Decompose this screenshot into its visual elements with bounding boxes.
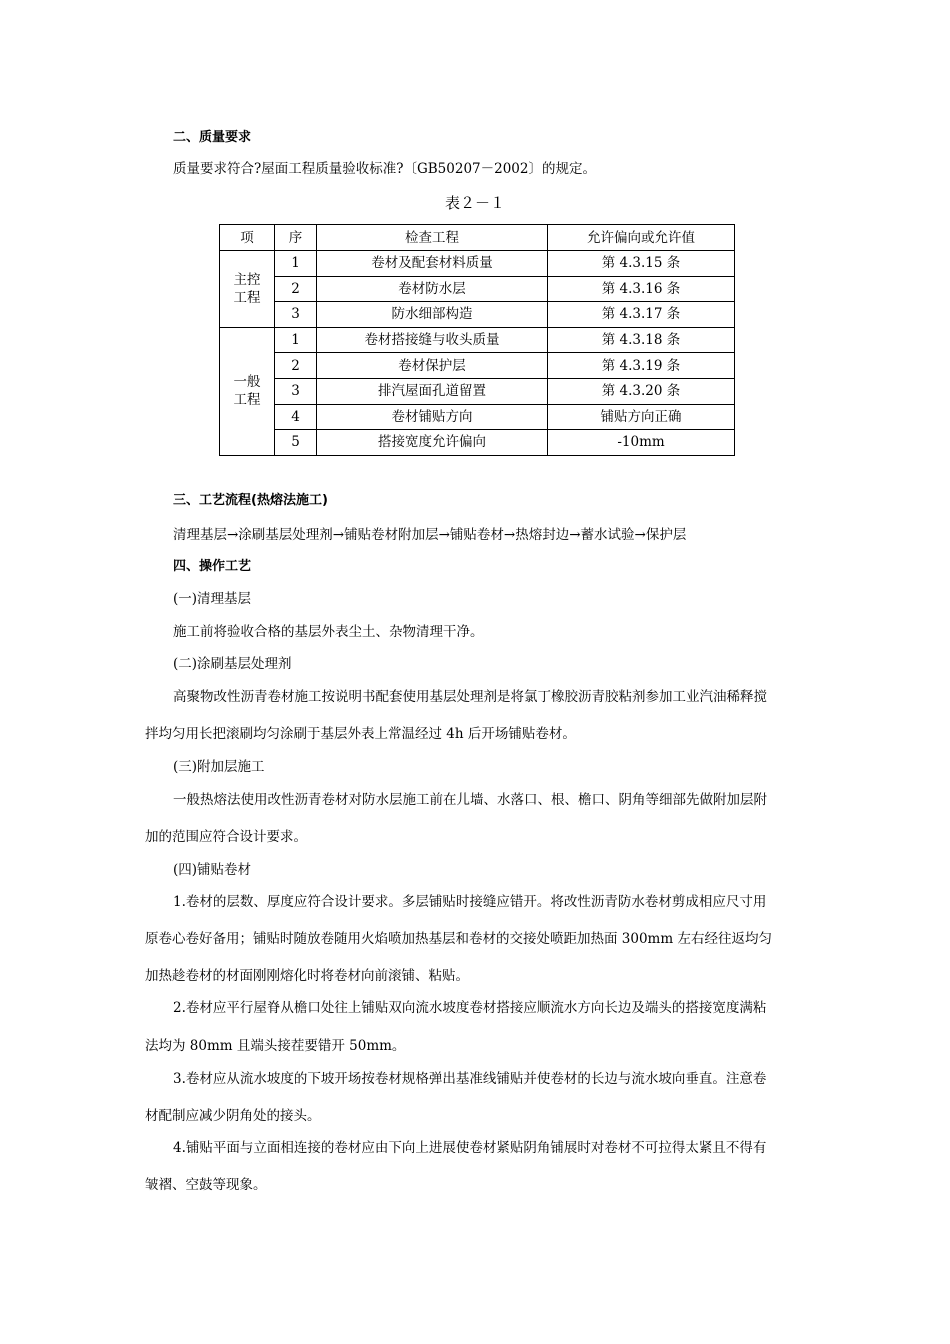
op-step4-line2: 皱褶、空鼓等现象。 — [145, 1177, 267, 1193]
row-item: 卷材及配套材料质量 — [317, 251, 548, 277]
group-label-line: 一般 — [233, 374, 261, 391]
section-heading-operations: 四、操作工艺 — [173, 559, 252, 574]
row-number: 2 — [275, 353, 317, 379]
inspection-table — [219, 224, 735, 456]
row-value: 第 4.3.20 条 — [548, 378, 735, 404]
row-value: 第 4.3.16 条 — [548, 276, 735, 302]
op-step3-line1: 3.卷材应从流水坡度的下坡开场按卷材规格弹出基准线铺贴并使卷材的长边与流水坡向垂直。注意卷 — [173, 1071, 767, 1087]
table-header-row — [220, 225, 735, 251]
op-step1-line3: 加热趁卷材的材面刚刚熔化时将卷材向前滚铺、粘贴。 — [145, 968, 469, 984]
row-value: 第 4.3.17 条 — [548, 302, 735, 328]
op-text-primer-line2: 拌均匀用长把滚刷均匀涂刷于基层外表上常温经过 4h 后开场铺贴卷材。 — [145, 726, 576, 742]
table-row — [220, 327, 735, 353]
group-label-line: 主控 — [233, 271, 261, 288]
section-heading-process: 三、工艺流程(热熔法施工) — [173, 493, 328, 508]
section-heading-quality: 二、质量要求 — [173, 130, 252, 145]
row-item: 排汽屋面孔道留置 — [317, 378, 548, 404]
table-caption: 表２－１ — [444, 194, 505, 212]
row-number: 1 — [275, 251, 317, 277]
row-value: 第 4.3.18 条 — [548, 327, 735, 353]
op-step1-line1: 1.卷材的层数、厚度应符合设计要求。多层铺贴时接缝应错开。将改性沥青防水卷材剪成相应尺寸用 — [173, 894, 767, 910]
row-number: 3 — [275, 378, 317, 404]
row-number: 3 — [275, 302, 317, 328]
table-row — [220, 353, 735, 379]
op-step3-line2: 材配制应减少阴角处的接头。 — [145, 1108, 321, 1124]
table-row — [220, 404, 735, 430]
quality-text: 质量要求符合?屋面工程质量验收标准?〔GB50207－2002〕的规定。 — [173, 161, 596, 177]
row-number: 1 — [275, 327, 317, 353]
row-value: 铺贴方向正确 — [548, 404, 735, 430]
op-text-additional-line1: 一般热熔法使用改性沥青卷材对防水层施工前在儿墙、水落口、根、檐口、阴角等细部先做附加层附 — [173, 792, 767, 808]
row-value: -10mm — [548, 430, 735, 456]
op-text-primer-line1: 高聚物改性沥青卷材施工按说明书配套使用基层处理剂是将氯丁橡胶沥青胶粘剂参加工业汽油稀释搅 — [173, 689, 767, 705]
process-flow: 清理基层→涂刷基层处理剂→铺贴卷材附加层→铺贴卷材→热熔封边→蓄水试验→保护层 — [173, 527, 687, 543]
row-item: 卷材保护层 — [317, 353, 548, 379]
table-row — [220, 251, 735, 277]
op-text-clean: 施工前将验收合格的基层外表尘土、杂物清理干净。 — [173, 624, 484, 640]
header-cell: 项 — [220, 225, 275, 251]
row-number: 4 — [275, 404, 317, 430]
row-value: 第 4.3.19 条 — [548, 353, 735, 379]
header-cell: 序 — [275, 225, 317, 251]
table-row — [220, 302, 735, 328]
row-item: 防水细部构造 — [317, 302, 548, 328]
table-row — [220, 378, 735, 404]
row-item: 卷材防水层 — [317, 276, 548, 302]
op-title-primer: (二)涂刷基层处理剂 — [173, 656, 292, 672]
op-title-additional: (三)附加层施工 — [173, 759, 265, 775]
header-cell: 检查工程 — [317, 225, 548, 251]
row-item: 卷材搭接缝与收头质量 — [317, 327, 548, 353]
group-label-line: 工程 — [233, 392, 261, 409]
row-number: 5 — [275, 430, 317, 456]
group-label-main — [220, 251, 275, 328]
header-cell: 允许偏向或允许值 — [548, 225, 735, 251]
table-row — [220, 276, 735, 302]
table-row — [220, 430, 735, 456]
group-label-line: 工程 — [233, 289, 261, 306]
op-step2-line2: 法均为 80mm 且端头接茬要错开 50mm。 — [145, 1038, 406, 1054]
op-text-additional-line2: 加的范围应符合设计要求。 — [145, 829, 307, 845]
op-title-laying: (四)铺贴卷材 — [173, 862, 252, 878]
row-item: 卷材铺贴方向 — [317, 404, 548, 430]
row-number: 2 — [275, 276, 317, 302]
op-title-clean: (一)清理基层 — [173, 591, 252, 607]
op-step4-line1: 4.铺贴平面与立面相连接的卷材应由下向上进展使卷材紧贴阴角铺展时对卷材不可拉得太紧且不得有 — [173, 1140, 767, 1156]
row-item: 搭接宽度允许偏向 — [317, 430, 548, 456]
group-label-general — [220, 327, 275, 455]
op-step1-line2: 原卷心卷好备用；铺贴时随放卷随用火焰喷加热基层和卷材的交接处喷距加热面 300mm 左右经往返均匀 — [145, 931, 772, 947]
row-value: 第 4.3.15 条 — [548, 251, 735, 277]
op-step2-line1: 2.卷材应平行屋脊从檐口处往上铺贴双向流水坡度卷材搭接应顺流水方向长边及端头的搭接宽度满粘 — [173, 1000, 767, 1016]
